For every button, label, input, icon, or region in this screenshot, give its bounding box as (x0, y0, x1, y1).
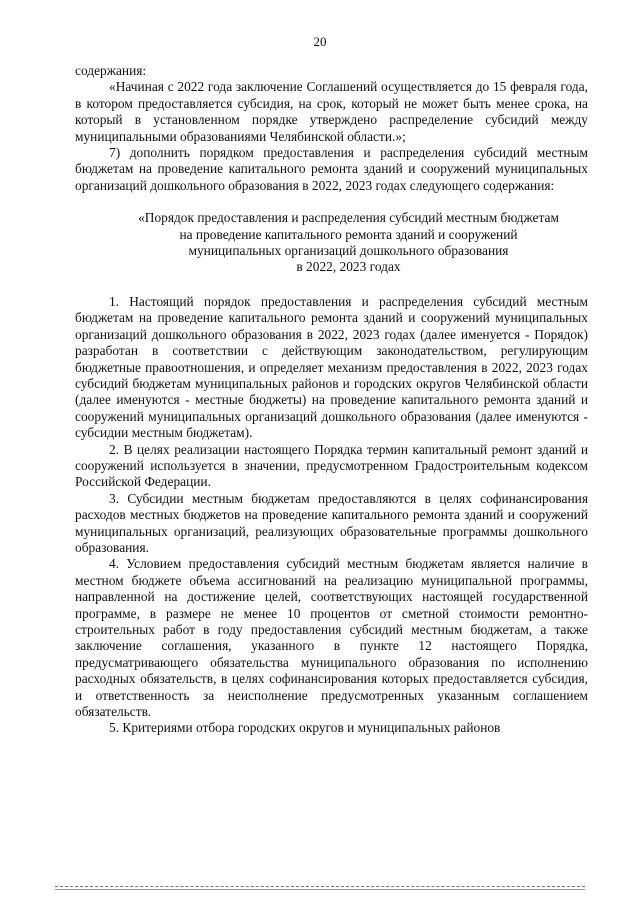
footer-divider (55, 886, 585, 887)
document-body (75, 63, 588, 737)
heading-line: «Порядок предоставления и распределения субсидий местным бюджетам (138, 210, 559, 226)
heading-line: в 2022, 2023 годах (296, 259, 401, 275)
paragraph: содержания: (75, 63, 147, 78)
paragraph: 2. В целях реализации настоящего Порядка термин капитальный ремонт зданий и сооружений используется в значении, предусмотренном Градостроительным кодексом Российской Федерации. (75, 441, 588, 490)
paragraph: 1. Настоящий порядок предоставления и распределения субсидий местным бюджетам на проведение капитального ремонта зданий и сооружений муниципальных организаций дошкольного образования в 2022, 2023 годах (далее именуется - Порядок) разработан в соответствии с действующим законодательством, регулирующим бюджетные правоотношения, и определяет механизм предоставления в 2022, 2023 годах субсидий бюджетам муниципальных районов и городских округов Челябинской области (далее именуются - местные бюджеты) на проведение капитального ремонта зданий и сооружений муниципальных организаций дошкольного образования (далее именуются - субсидии местным бюджетам). (75, 293, 588, 441)
heading-line: муниципальных организаций дошкольного образования (188, 243, 509, 259)
footer-divider (55, 889, 585, 890)
paragraph: «Начиная с 2022 года заключение Соглашений осуществляется до 15 февраля года, в котором предоставляется субсидия, на срок, который не может быть менее срока, на который в установленном порядке утверждено распределение субсидий между муниципальными образованиями Челябинской области.»; (75, 79, 588, 144)
paragraph: 7) дополнить порядком предоставления и распределения субсидий местным бюджетам на проведение капитального ремонта зданий и сооружений муниципальных организаций дошкольного образования в 2022, 2023 годах следующего содержания: (75, 145, 588, 193)
page-number: 20 (313, 34, 327, 49)
paragraph: 5. Критериями отбора городских округов и муниципальных районов (109, 720, 501, 736)
paragraph: 3. Субсидии местным бюджетам предоставляются в целях софинансирования расходов местных бюджетов на проведение капитального ремонта зданий и сооружений муниципальных организаций, реализующих образовательные программы дошкольного образования. (75, 490, 588, 555)
heading-line: на проведение капитального ремонта зданий и сооружений (179, 226, 518, 242)
paragraph: 4. Условием предоставления субсидий местным бюджетам является наличие в местном бюджете объема ассигнований на реализацию муниципальной программы, направленной на достижение целей, соответствующих настоящей государственной программе, в размере не менее 10 процентов от сметной стоимости ремонтно-строительных работ в году предоставления субсидий местным бюджетам, а также заключение соглашения, указанного в пункте 12 настоящего Порядка, предусматривающего обязательства муниципального образования по исполнению расходных обязательств, в целях софинансирования которых предоставляется субсидия, и ответственность за неисполнение предусмотренных указанным соглашением обязательств. (75, 556, 588, 720)
section-heading (75, 210, 588, 276)
